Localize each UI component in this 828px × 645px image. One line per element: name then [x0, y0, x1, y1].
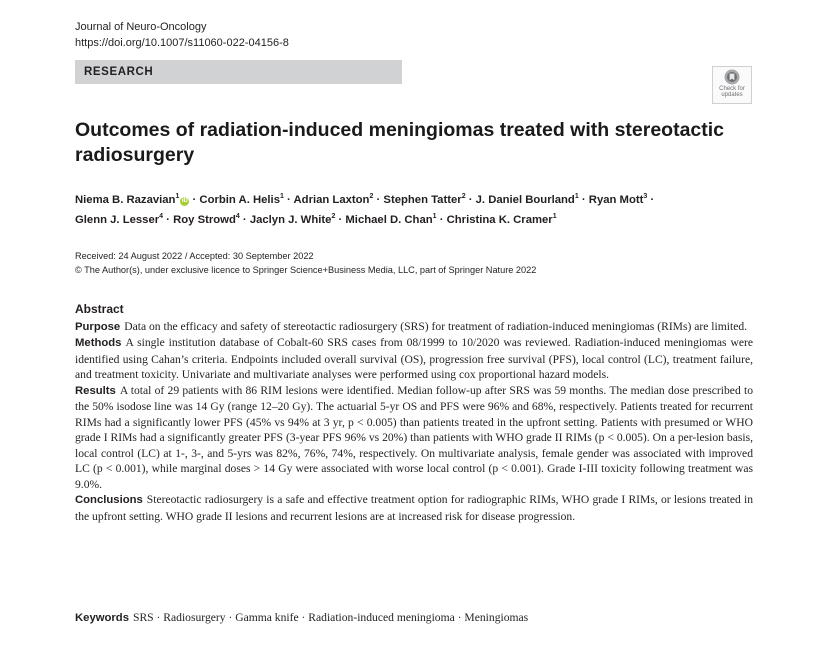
affiliation-mark: 2: [369, 193, 374, 201]
author-separator: ·: [239, 214, 250, 226]
keywords-list: SRS · Radiosurgery · Gamma knife · Radiation-induced meningioma · Meningiomas: [133, 611, 529, 624]
author-name[interactable]: J. Daniel Bourland: [475, 194, 575, 206]
author-name[interactable]: Stephen Tatter: [383, 194, 462, 206]
author-name[interactable]: Niema B. Razavian: [75, 194, 176, 206]
abstract-results: [75, 383, 753, 493]
author-name[interactable]: Christina K. Cramer: [446, 214, 553, 226]
author-name[interactable]: Corbin A. Helis: [199, 194, 280, 206]
article-type-banner: RESEARCH: [75, 60, 402, 84]
author-separator: ·: [436, 214, 447, 226]
author-separator: ·: [465, 194, 476, 206]
methods-text: A single institution database of Cobalt-60 SRS cases from 08/1999 to 10/2020 was reviewed. Radiation-induced meningiomas were identified using Cahan’s criteria. Endpoints included overall survival (OS), progression free survival (PFS), local control (LC), treatment failure, and treatment toxicity. Univariate and multivariate analyses were performed using cox proportional hazard models.: [75, 336, 753, 381]
check-for-updates-badge[interactable]: [712, 66, 752, 104]
purpose-label: Purpose: [75, 320, 121, 333]
received-accepted-line: Received: 24 August 2022 / Accepted: 30 September 2022: [75, 251, 314, 261]
author-name[interactable]: Glenn J. Lesser: [75, 214, 160, 226]
conclusions-label: Conclusions: [75, 494, 143, 506]
author-name[interactable]: Adrian Laxton: [293, 194, 370, 206]
check-for-updates-label: Check for updates: [719, 86, 745, 98]
orcid-icon[interactable]: iD: [181, 198, 188, 204]
abstract-section: [75, 302, 753, 524]
article-title: Outcomes of radiation-induced meningiomas treated with stereotactic radiosurgery: [75, 119, 725, 166]
affiliation-mark: 1: [552, 213, 557, 221]
results-text: A total of 29 patients with 86 RIM lesions were identified. Median follow-up after SRS was 59 months. The median dose prescribed to the 50% isodose line was 14 Gy (range 12–20 Gy). The actuarial 5-yr OS and PFS were 96% and 68%, respectively. Patients treated for recurrent RIMs had a significantly lower PFS (45% vs 94% at 3 yr, p < 0.005) than patients treated in the upfront setting. Patients with presumed or WHO grade I RIMs had a significantly greater PFS (3-year PFS 96% vs 20%) than patients with WHO grade II RIMs (p < 0.005). On a per-lesion basis, local control (LC) at 1-, 3-, and 5-yrs was 82%, 76%, 74%, respectively. On multivariate analysis, female gender was associated with improved LC (p < 0.001), while marginal doses > 14 Gy were associated with worse local control (p < 0.001). Grade I-III toxicity following treatment was 9.0%.: [75, 383, 753, 491]
author-separator: ·: [163, 214, 174, 226]
affiliation-mark: 3: [643, 193, 648, 201]
affiliation-mark: 2: [461, 193, 466, 201]
abstract-heading: Abstract: [75, 302, 124, 316]
author-name[interactable]: Jaclyn J. White: [249, 214, 332, 226]
keywords-section: [75, 610, 753, 626]
doi-link[interactable]: https://doi.org/10.1007/s11060-022-04156-8: [75, 37, 289, 49]
affiliation-mark: 4: [159, 213, 164, 221]
copyright-line: © The Author(s), under exclusive licence to Springer Science+Business Media, LLC, part of Springer Nature 2022: [75, 265, 537, 275]
author-separator: ·: [283, 194, 294, 206]
affiliation-mark: 1: [175, 193, 180, 201]
author-separator: ·: [335, 214, 346, 226]
conclusions-text: Stereotactic radiosurgery is a safe and effective treatment option for radiographic RIMs, WHO grade I RIMs, or lesions treated in the upfront setting. WHO grade II lesions and recurrent lesions are at increased risk for disease progression.: [75, 493, 753, 523]
publication-dates: [75, 249, 536, 277]
author-separator: ·: [189, 194, 200, 206]
affiliation-mark: 2: [331, 213, 336, 221]
author-name[interactable]: Michael D. Chan: [345, 214, 433, 226]
author-name[interactable]: Roy Strowd: [173, 214, 236, 226]
abstract-methods: [75, 335, 753, 383]
affiliation-mark: 4: [235, 213, 240, 221]
keywords-label: Keywords: [75, 612, 129, 624]
purpose-text: Data on the efficacy and safety of stereotactic radiosurgery (SRS) for treatment of radiation-induced meningiomas (RIMs) are limited.: [124, 319, 748, 333]
author-separator: ·: [373, 194, 384, 206]
journal-header: [75, 19, 289, 51]
author-name[interactable]: Ryan Mott: [588, 194, 644, 206]
methods-label: Methods: [75, 337, 122, 349]
bookmark-check-icon: [724, 69, 740, 85]
author-separator: ·: [578, 194, 589, 206]
author-separator: ·: [647, 194, 655, 206]
journal-name: Journal of Neuro-Oncology: [75, 21, 207, 33]
results-label: Results: [75, 384, 116, 397]
abstract-conclusions: [75, 492, 753, 524]
author-list: [75, 190, 735, 230]
affiliation-mark: 1: [279, 193, 284, 201]
affiliation-mark: 1: [574, 193, 579, 201]
abstract-purpose: [75, 319, 753, 336]
affiliation-mark: 1: [432, 213, 437, 221]
